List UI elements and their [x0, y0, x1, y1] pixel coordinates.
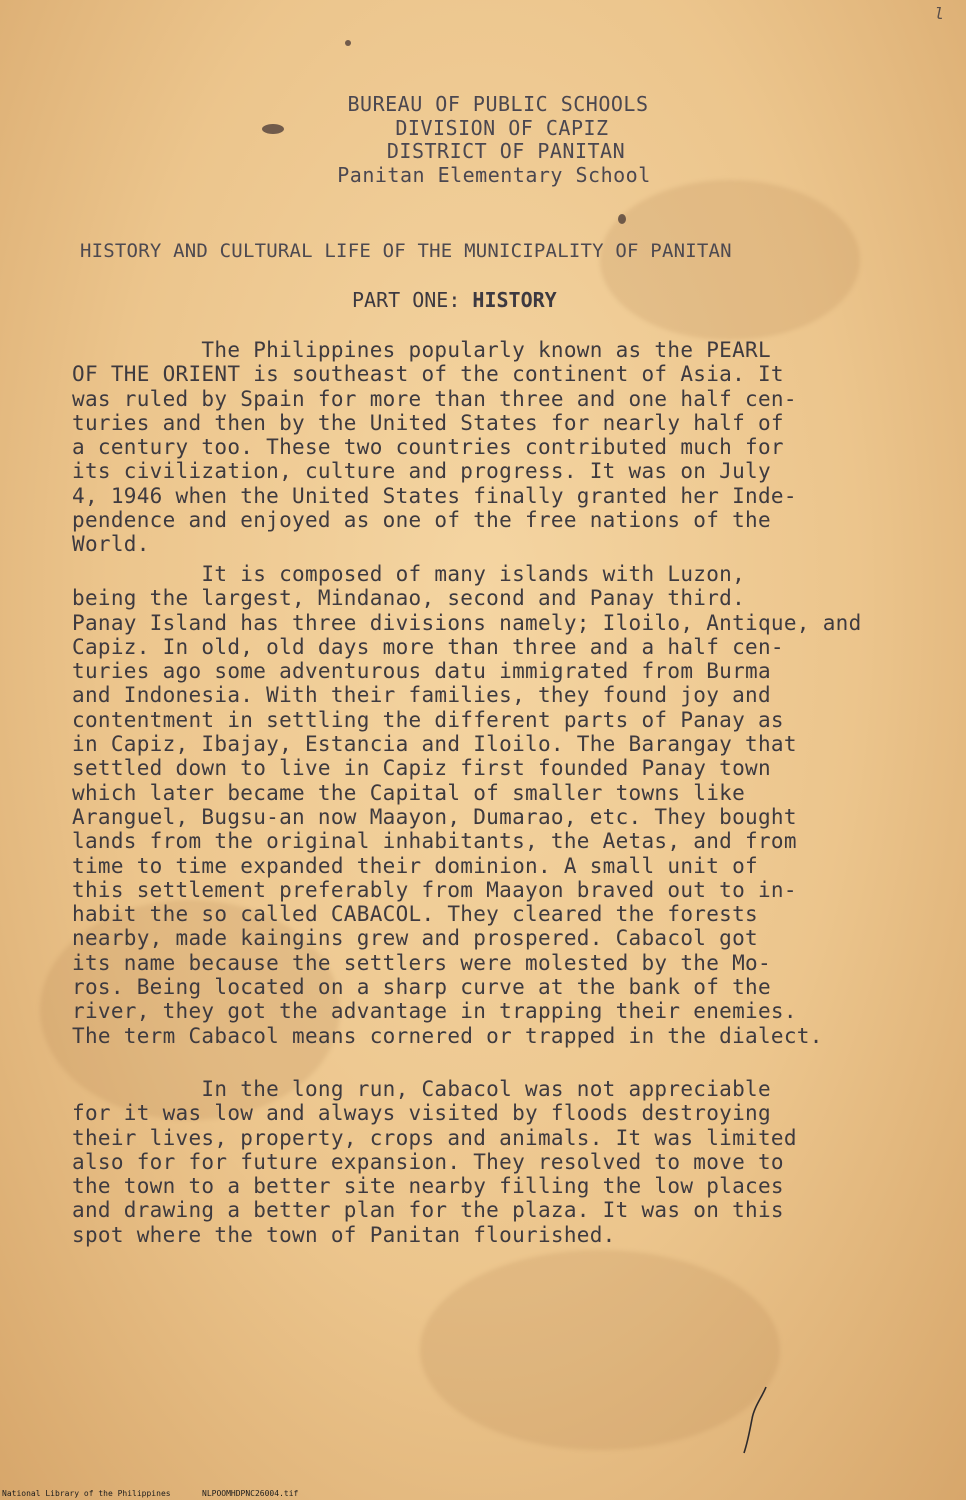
- scan-footer: [0, 1462, 966, 1498]
- text-line: The Philippines popularly known as the PEARL: [72, 338, 771, 362]
- text-line: pendence and enjoyed as one of the free nations of the: [72, 508, 771, 533]
- text-line: ros. Being located on a sharp curve at the bank of the: [72, 975, 771, 1000]
- text-line: in Capiz, Ibajay, Estancia and Iloilo. The Barangay that: [72, 732, 797, 757]
- paragraph-3: [72, 1077, 932, 1247]
- text-line: being the largest, Mindanao, second and Panay third.: [72, 586, 746, 611]
- text-line: turies and then by the United States for nearly half of: [72, 410, 784, 435]
- text-line: World.: [72, 532, 150, 557]
- text-line: OF THE ORIENT is southeast of the continent of Asia. It: [72, 362, 784, 387]
- header-division: DIVISION OF CAPIZ: [395, 115, 609, 140]
- text-line: and Indonesia. With their families, they found joy and: [72, 683, 771, 708]
- text-line: for it was low and always visited by floods destroying: [72, 1101, 771, 1126]
- text-line: Aranguel, Bugsu-an now Maayon, Dumarao, etc. They bought: [72, 804, 797, 829]
- text-line: Capiz. In old, old days more than three and a half cen-: [72, 634, 784, 659]
- footer-library: National Library of the Philippines: [2, 1489, 171, 1498]
- text-line: and drawing a better plan for the plaza. It was on this: [72, 1198, 784, 1223]
- text-line: settled down to live in Capiz first founded Panay town: [72, 756, 771, 781]
- document-header: [0, 93, 966, 187]
- ink-blot: [618, 214, 626, 224]
- text-line: In the long run, Cabacol was not appreciable: [72, 1077, 771, 1101]
- pen-mark: [740, 1385, 770, 1455]
- text-line: It is composed of many islands with Luzon,: [72, 562, 746, 586]
- text-line: spot where the town of Panitan flourished.: [72, 1222, 616, 1247]
- text-line: which later became the Capital of smaller towns like: [72, 780, 746, 805]
- part-heading-prefix: PART ONE:: [352, 288, 473, 312]
- header-bureau: BUREAU OF PUBLIC SCHOOLS: [347, 92, 649, 116]
- text-line: time to time expanded their dominion. A small unit of: [72, 853, 758, 878]
- text-line: The term Cabacol means cornered or trapped in the dialect.: [72, 1023, 823, 1048]
- text-line: its name because the settlers were molested by the Mo-: [72, 950, 771, 975]
- text-line: the town to a better site nearby filling the low places: [72, 1174, 784, 1199]
- text-line: turies ago some adventurous datu immigrated from Burma: [72, 659, 771, 684]
- text-line: river, they got the advantage in trapping their enemies.: [72, 999, 797, 1024]
- part-heading-label: HISTORY: [472, 288, 557, 312]
- text-line: their lives, property, crops and animals. It was limited: [72, 1125, 797, 1150]
- header-school: Panitan Elementary School: [337, 162, 651, 187]
- paragraph-2: [72, 562, 932, 1048]
- text-line: a century too. These two countries contributed much for: [72, 435, 784, 460]
- text-line: 4, 1946 when the United States finally granted her Inde-: [72, 483, 797, 508]
- text-line: nearby, made kaingins grew and prospered. Cabacol got: [72, 926, 758, 951]
- document-title: HISTORY AND CULTURAL LIFE OF THE MUNICIPALITY OF PANITAN: [80, 240, 732, 262]
- paragraph-1: [72, 338, 932, 557]
- corner-mark: l: [934, 4, 944, 23]
- text-line: Panay Island has three divisions namely; Iloilo, Antique, and: [72, 610, 862, 635]
- ink-blot: [345, 40, 351, 46]
- text-line: its civilization, culture and progress. It was on July: [72, 459, 771, 484]
- text-line: lands from the original inhabitants, the Aetas, and from: [72, 829, 797, 854]
- text-line: habit the so called CABACOL. They cleared the forests: [72, 902, 758, 927]
- part-heading: [352, 288, 557, 312]
- text-line: this settlement preferably from Maayon braved out to in-: [72, 877, 797, 902]
- header-district: DISTRICT OF PANITAN: [386, 139, 626, 163]
- text-line: contentment in settling the different parts of Panay as: [72, 707, 784, 732]
- footer-filename: NLPOOMHDPNC26004.tif: [202, 1489, 299, 1498]
- text-line: also for for future expansion. They resolved to move to: [72, 1149, 784, 1174]
- text-line: was ruled by Spain for more than three and one half cen-: [72, 386, 797, 411]
- paper-stain: [420, 1250, 780, 1450]
